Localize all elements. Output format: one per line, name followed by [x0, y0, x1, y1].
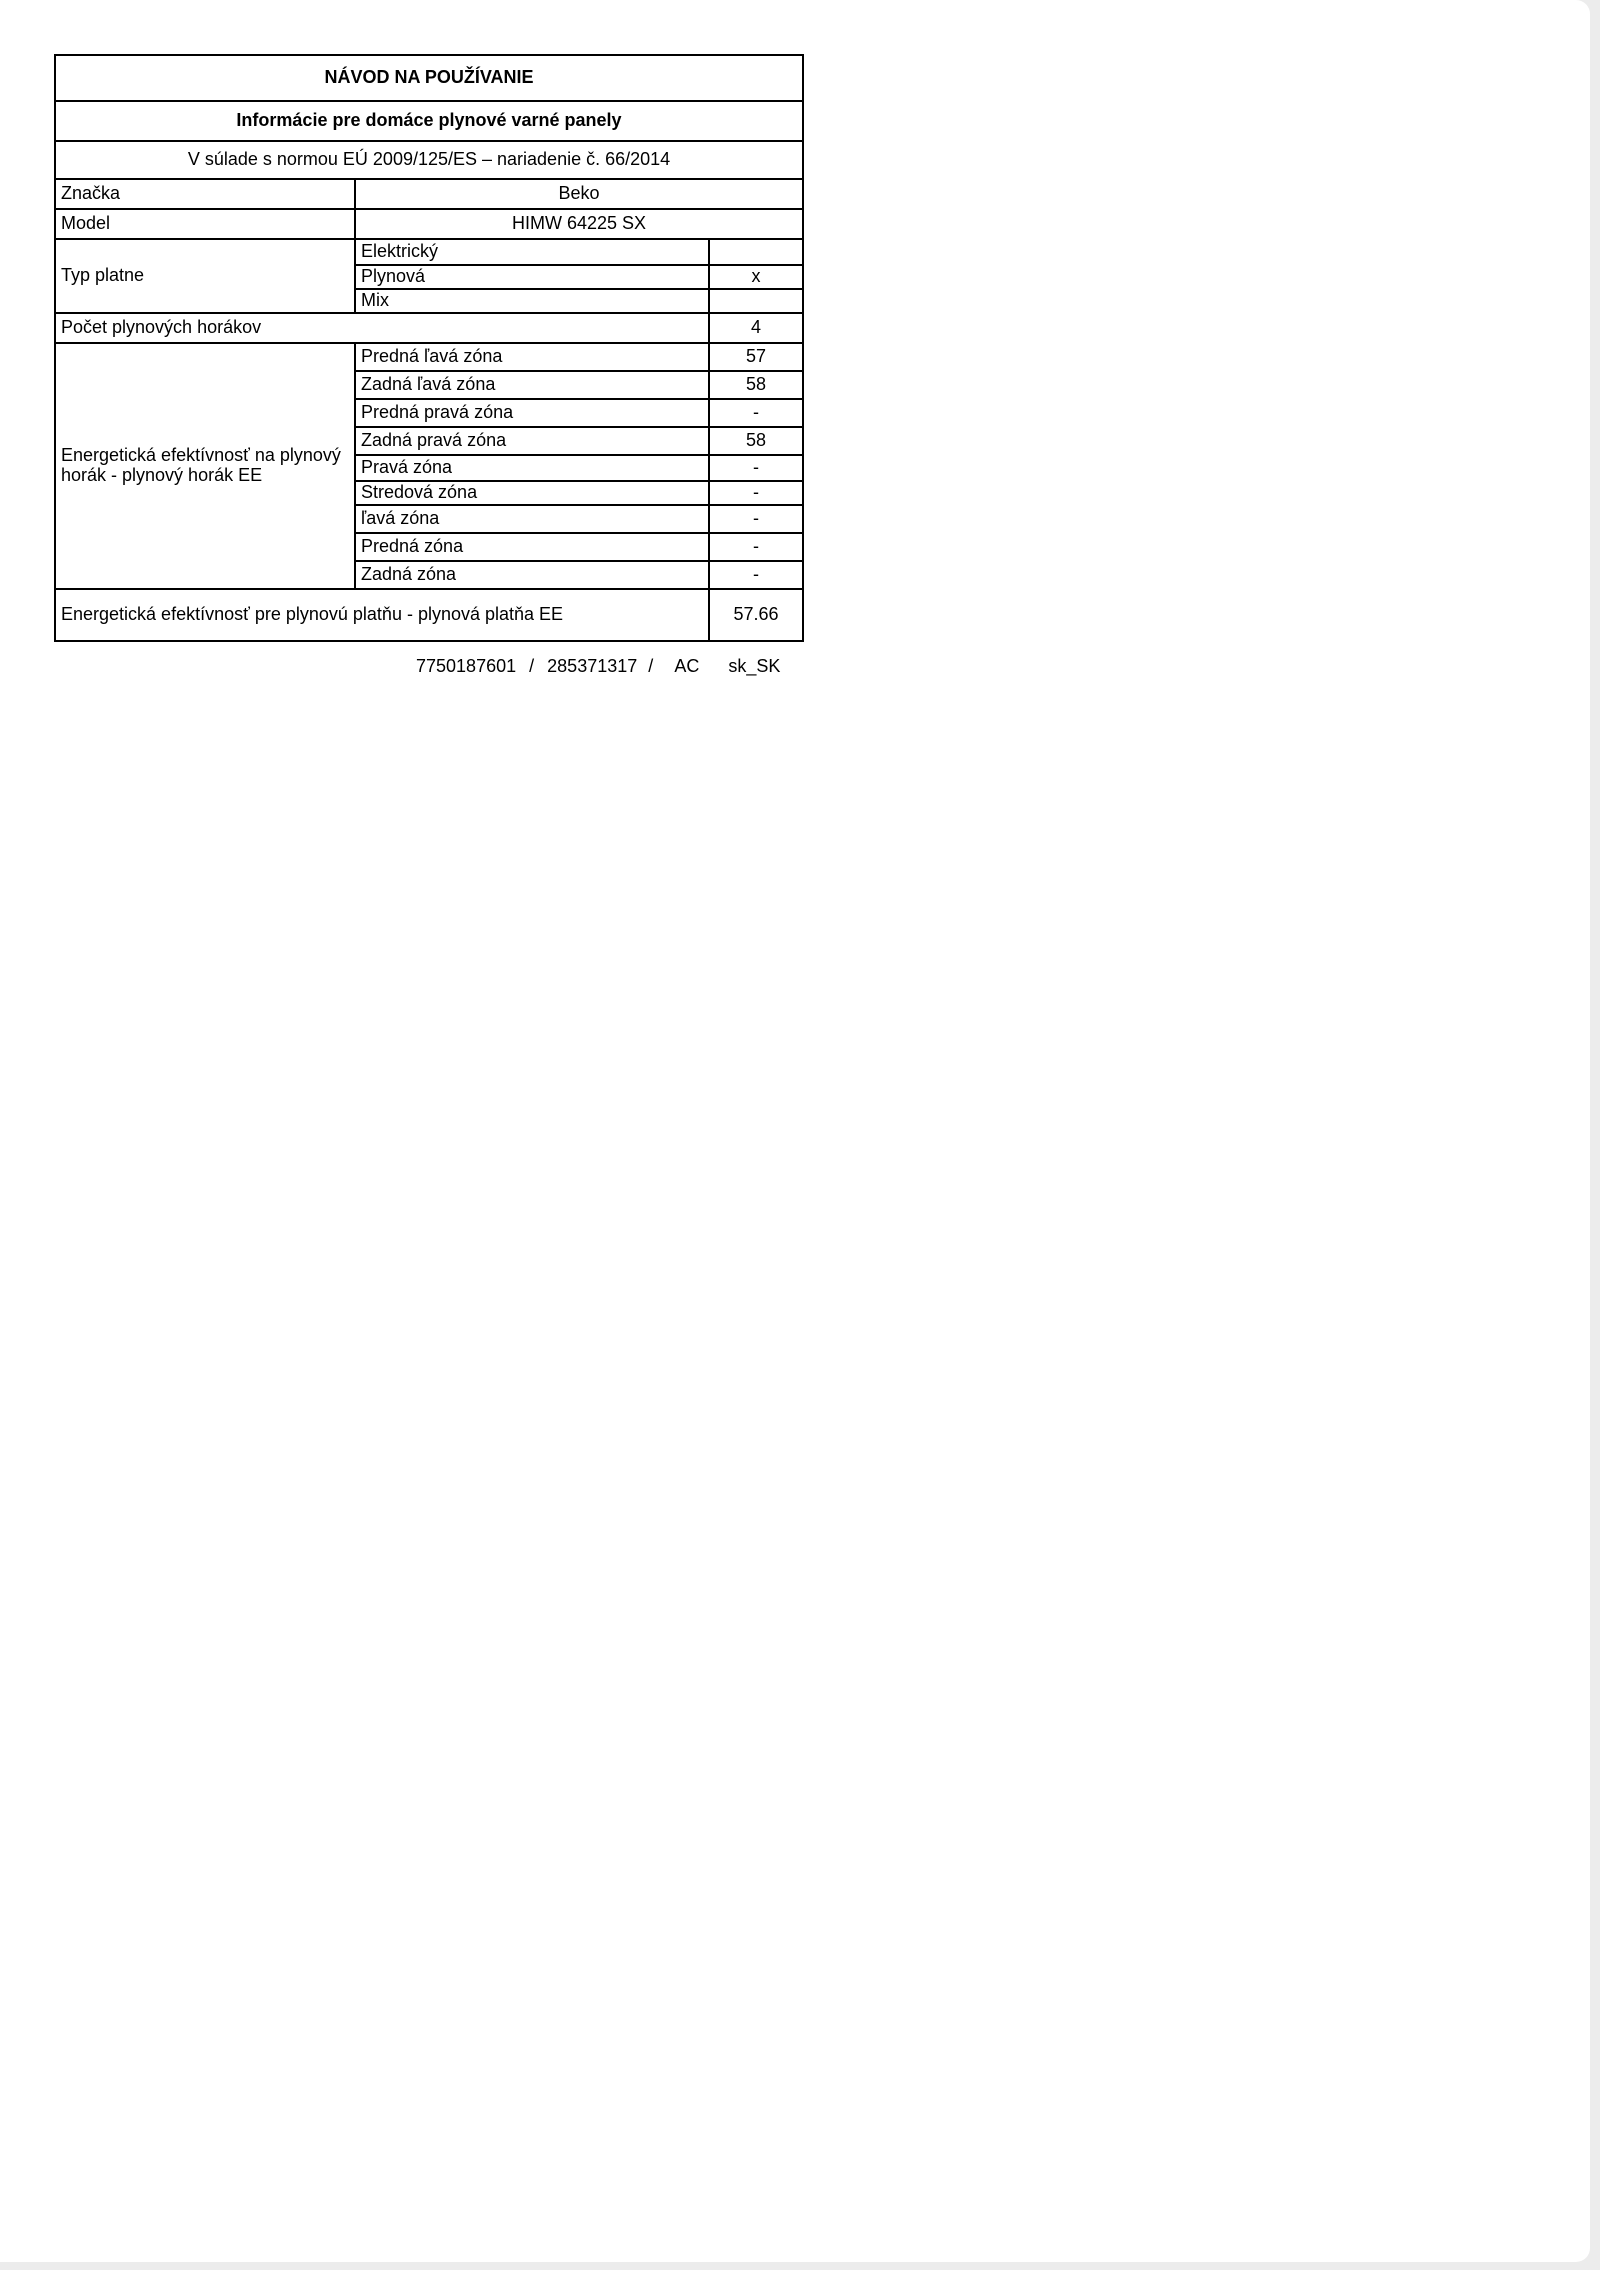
hob-type-option-label: Elektrický	[355, 239, 709, 265]
hob-efficiency-value: 57.66	[709, 589, 803, 641]
hob-type-option-label: Mix	[355, 289, 709, 313]
model-label: Model	[55, 209, 355, 239]
zone-value: -	[709, 533, 803, 561]
regulation-note: V súlade s normou EÚ 2009/125/ES – nariadenie č. 66/2014	[55, 141, 803, 179]
hob-efficiency-label: Energetická efektívnosť pre plynovú platňu - plynová platňa EE	[55, 589, 709, 641]
hob-type-option-value	[709, 289, 803, 313]
document-footer	[416, 656, 780, 677]
zone-label: Predná zóna	[355, 533, 709, 561]
footer-code-2: 285371317	[547, 656, 638, 676]
zone-value: 58	[709, 371, 803, 399]
burner-count-value: 4	[709, 313, 803, 343]
zone-value: -	[709, 399, 803, 427]
product-info-table	[54, 54, 804, 642]
zone-label: Zadná zóna	[355, 561, 709, 589]
footer-separator: /	[648, 656, 654, 676]
zone-label: Predná ľavá zóna	[355, 343, 709, 371]
footer-code-3: AC	[674, 656, 700, 676]
zone-value: -	[709, 561, 803, 589]
zone-label: ľavá zóna	[355, 505, 709, 533]
footer-locale: sk_SK	[728, 656, 781, 676]
footer-separator: /	[529, 656, 535, 676]
model-value: HIMW 64225 SX	[355, 209, 803, 239]
zone-value: 57	[709, 343, 803, 371]
hob-type-option-value: x	[709, 265, 803, 289]
burner-efficiency-label: Energetická efektívnosť na plynový horák - plynový horák EE	[55, 343, 355, 589]
zone-value: 58	[709, 427, 803, 455]
brand-value: Beko	[355, 179, 803, 209]
hob-type-option-label: Plynová	[355, 265, 709, 289]
zone-label: Predná pravá zóna	[355, 399, 709, 427]
document-title: NÁVOD NA POUŽÍVANIE	[55, 55, 803, 101]
brand-label: Značka	[55, 179, 355, 209]
zone-label: Stredová zóna	[355, 481, 709, 505]
burner-count-label: Počet plynových horákov	[55, 313, 709, 343]
hob-type-option-value	[709, 239, 803, 265]
zone-label: Pravá zóna	[355, 455, 709, 481]
zone-value: -	[709, 505, 803, 533]
zone-label: Zadná pravá zóna	[355, 427, 709, 455]
zone-value: -	[709, 481, 803, 505]
zone-value: -	[709, 455, 803, 481]
zone-label: Zadná ľavá zóna	[355, 371, 709, 399]
hob-type-label: Typ platne	[55, 239, 355, 313]
footer-code-1: 7750187601	[416, 656, 517, 676]
document-subtitle: Informácie pre domáce plynové varné panely	[55, 101, 803, 141]
